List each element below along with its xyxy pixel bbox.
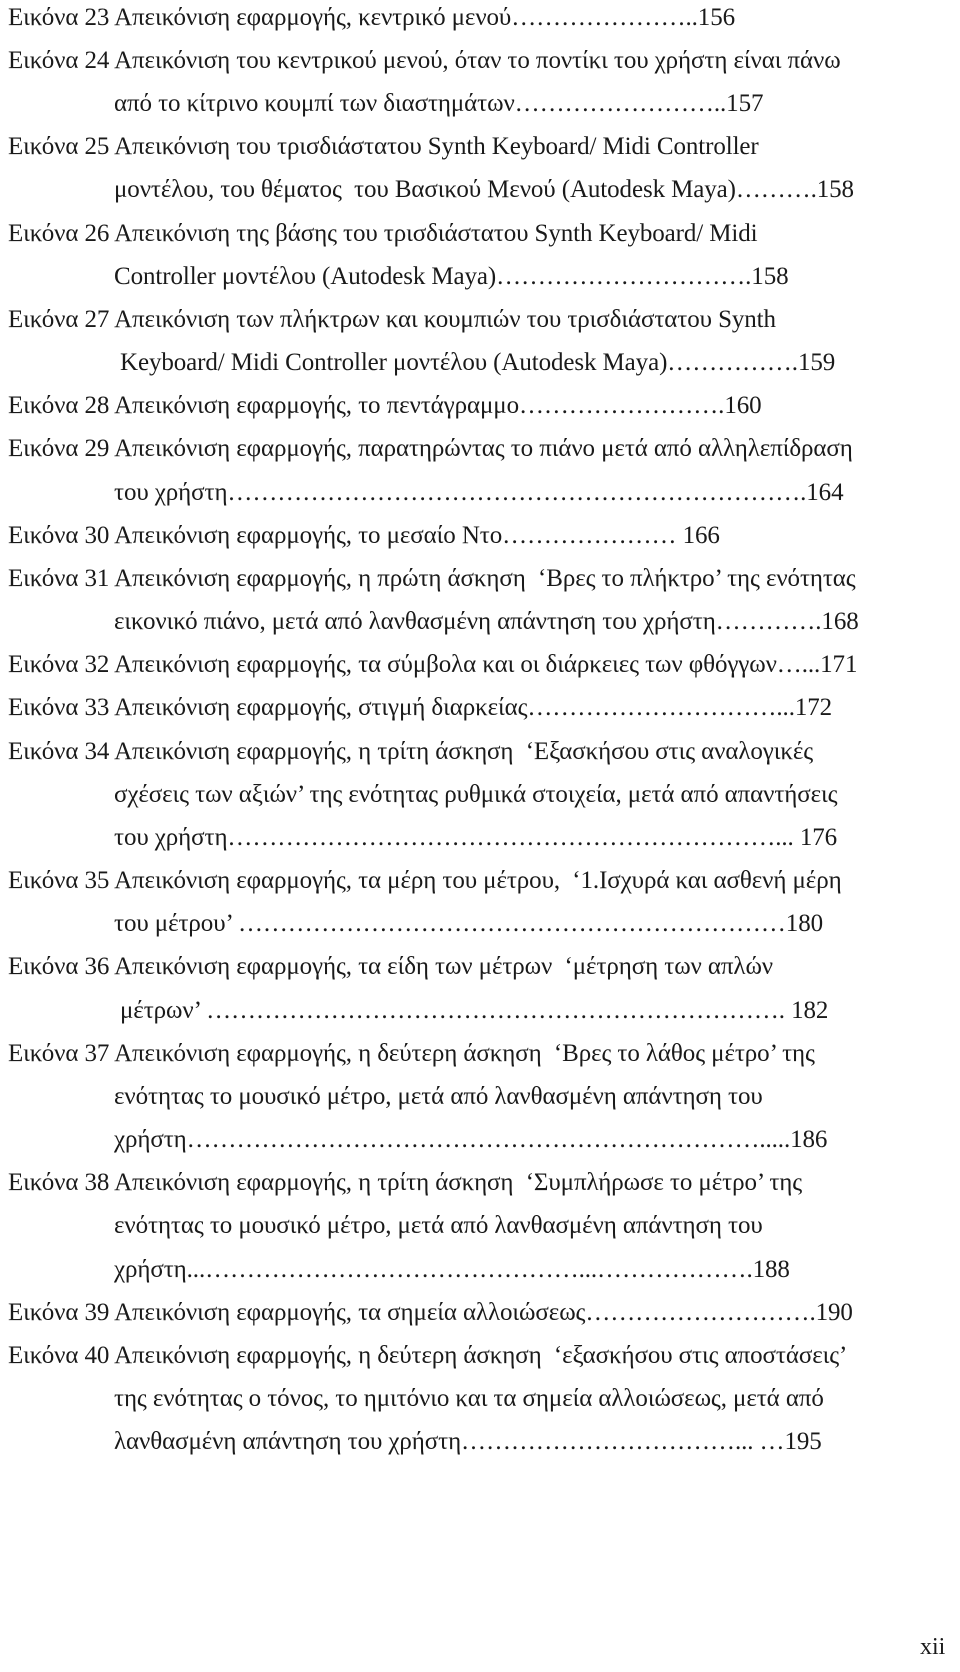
toc-entry-29: Εικόνα 29 Απεικόνιση εφαρμογής, παρατηρώντας το πιάνο μετά από αλληλεπίδραση [8, 435, 853, 462]
toc-entry-36-cont: μέτρων’ ……………………………………………………………. 182 [120, 997, 829, 1024]
toc-entry-34: Εικόνα 34 Απεικόνιση εφαρμογής, η τρίτη άσκηση ‘Εξασκήσου στις αναλογικές [8, 738, 814, 765]
toc-entry-25: Εικόνα 25 Απεικόνιση του τρισδιάστατου Synth Keyboard/ Midi Controller [8, 133, 759, 160]
toc-entry-33: Εικόνα 33 Απεικόνιση εφαρμογής, στιγμή διαρκείας…………………………...172 [8, 694, 833, 721]
toc-entry-36: Εικόνα 36 Απεικόνιση εφαρμογής, τα είδη των μέτρων ‘μέτρηση των απλών [8, 953, 774, 980]
toc-entry-29-cont: του χρήστη…………………………………………………………….164 [114, 479, 844, 506]
toc-entry-24-cont: από το κίτρινο κουμπί των διαστημάτων……………………..157 [114, 90, 764, 117]
toc-entry-38-cont-2: χρήστη...………………………………………...……………….188 [114, 1256, 790, 1283]
toc-entry-35: Εικόνα 35 Απεικόνιση εφαρμογής, τα μέρη του μέτρου, ‘1.Ισχυρά και ασθενή μέρη [8, 867, 842, 894]
toc-entry-35-cont: του μέτρου’ …………………………………………………………180 [114, 910, 823, 937]
toc-entry-40-cont: της ενότητας ο τόνος, το ημιτόνιο και τα σημεία αλλοιώσεως, μετά από [114, 1385, 824, 1412]
toc-entry-27-cont: Keyboard/ Midi Controller μοντέλου (Autodesk Maya)…………….159 [120, 349, 836, 376]
toc-entry-31-cont: εικονικό πιάνο, μετά από λανθασμένη απάντηση του χρήστη………….168 [114, 608, 859, 635]
toc-entry-39: Εικόνα 39 Απεικόνιση εφαρμογής, τα σημεία αλλοιώσεως……………………….190 [8, 1299, 853, 1326]
toc-entry-34-cont-2: του χρήστη…………………………………………………………... 176 [114, 824, 838, 851]
toc-entry-37: Εικόνα 37 Απεικόνιση εφαρμογής, η δεύτερη άσκηση ‘Βρες το λάθος μέτρο’ της [8, 1040, 815, 1067]
toc-entry-38-cont: ενότητας το μουσικό μέτρο, μετά από λανθασμένη απάντηση του [114, 1212, 763, 1239]
toc-entry-31: Εικόνα 31 Απεικόνιση εφαρμογής, η πρώτη άσκηση ‘Βρες το πλήκτρο’ της ενότητας [8, 565, 856, 592]
page-number: xii [920, 1634, 946, 1660]
toc-entry-24: Εικόνα 24 Απεικόνιση του κεντρικού μενού, όταν το ποντίκι του χρήστη είναι πάνω [8, 47, 841, 74]
toc-entry-26-cont: Controller μοντέλου (Autodesk Maya)………………………….158 [114, 263, 789, 290]
toc-entry-28: Εικόνα 28 Απεικόνιση εφαρμογής, το πεντάγραμμο…………………….160 [8, 392, 762, 419]
toc-entry-38: Εικόνα 38 Απεικόνιση εφαρμογής, η τρίτη άσκηση ‘Συμπλήρωσε το μέτρο’ της [8, 1169, 803, 1196]
toc-entry-34-cont: σχέσεις των αξιών’ της ενότητας ρυθμικά στοιχεία, μετά από απαντήσεις [114, 781, 838, 808]
toc-entry-32: Εικόνα 32 Απεικόνιση εφαρμογής, τα σύμβολα και οι διάρκειες των φθόγγων…...171 [8, 651, 858, 678]
toc-entry-40-cont-2: λανθασμένη απάντηση του χρήστη……………………………... …195 [114, 1428, 822, 1455]
toc-entry-27: Εικόνα 27 Απεικόνιση των πλήκτρων και κουμπιών του τρισδιάστατου Synth [8, 306, 776, 333]
toc-entry-37-cont-2: χρήστη…………………………………………………………….....186 [114, 1126, 828, 1153]
toc-entry-37-cont: ενότητας το μουσικό μέτρο, μετά από λανθασμένη απάντηση του [114, 1083, 763, 1110]
toc-entry-40: Εικόνα 40 Απεικόνιση εφαρμογής, η δεύτερη άσκηση ‘εξασκήσου στις αποστάσεις’ [8, 1342, 848, 1369]
toc-entry-23: Εικόνα 23 Απεικόνιση εφαρμογής, κεντρικό μενού…………………..156 [8, 4, 736, 31]
toc-entry-26: Εικόνα 26 Απεικόνιση της βάσης του τρισδιάστατου Synth Keyboard/ Midi [8, 220, 758, 247]
toc-entry-30: Εικόνα 30 Απεικόνιση εφαρμογής, το μεσαίο Ντο………………… 166 [8, 522, 720, 549]
toc-entry-25-cont: μοντέλου, του θέματος του Βασικού Μενού (Autodesk Maya)……….158 [114, 176, 854, 203]
